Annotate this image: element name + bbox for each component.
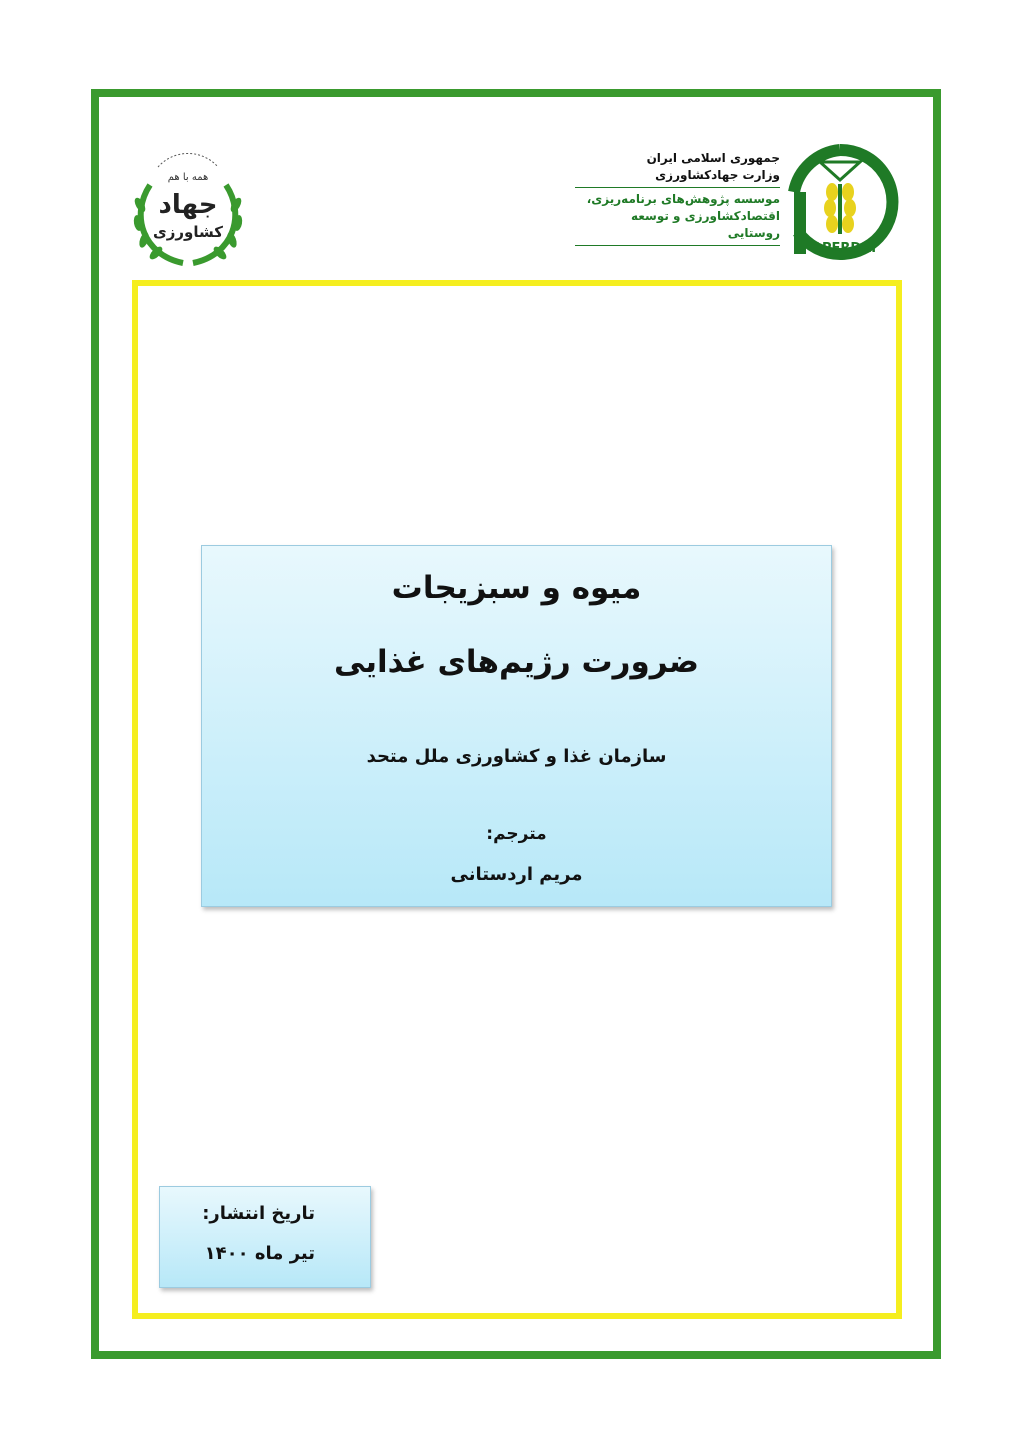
institute-line-1: موسسه پژوهش‌های برنامه‌ریزی، <box>586 192 780 206</box>
divider <box>575 187 780 188</box>
date-value: تیر ماه ۱۴۰۰ <box>204 1243 315 1264</box>
jahad-main-text: جهاد <box>158 190 218 220</box>
translator-label: مترجم: <box>486 824 547 844</box>
institute-line-2: اقتصادکشاورزی و توسعه روستایی <box>630 209 780 240</box>
institute-text-block <box>575 150 780 250</box>
jahad-sub-text: کشاورزی <box>153 223 223 241</box>
translator-name: مریم اردستانی <box>450 864 583 885</box>
organization: سازمان غذا و کشاورزی ملل متحد <box>366 746 667 767</box>
jahad-top-text: همه با هم <box>167 172 209 183</box>
divider <box>575 245 780 246</box>
date-label: تاریخ انتشار: <box>202 1203 315 1224</box>
jahad-keshavarzi-logo <box>128 145 248 270</box>
aperdri-wheat-logo <box>780 142 900 262</box>
aperdri-acronym: APERDRI <box>811 241 877 256</box>
title-line-2: ضرورت رژیم‌های غذایی <box>334 644 699 680</box>
publication-date-box <box>159 1186 371 1288</box>
title-line-1: میوه و سبزیجات <box>391 570 642 606</box>
gov-line-2: وزارت جهادکشاورزی <box>655 168 780 182</box>
gov-line-1: جمهوری اسلامی ایران <box>646 151 780 165</box>
title-box <box>201 545 832 907</box>
